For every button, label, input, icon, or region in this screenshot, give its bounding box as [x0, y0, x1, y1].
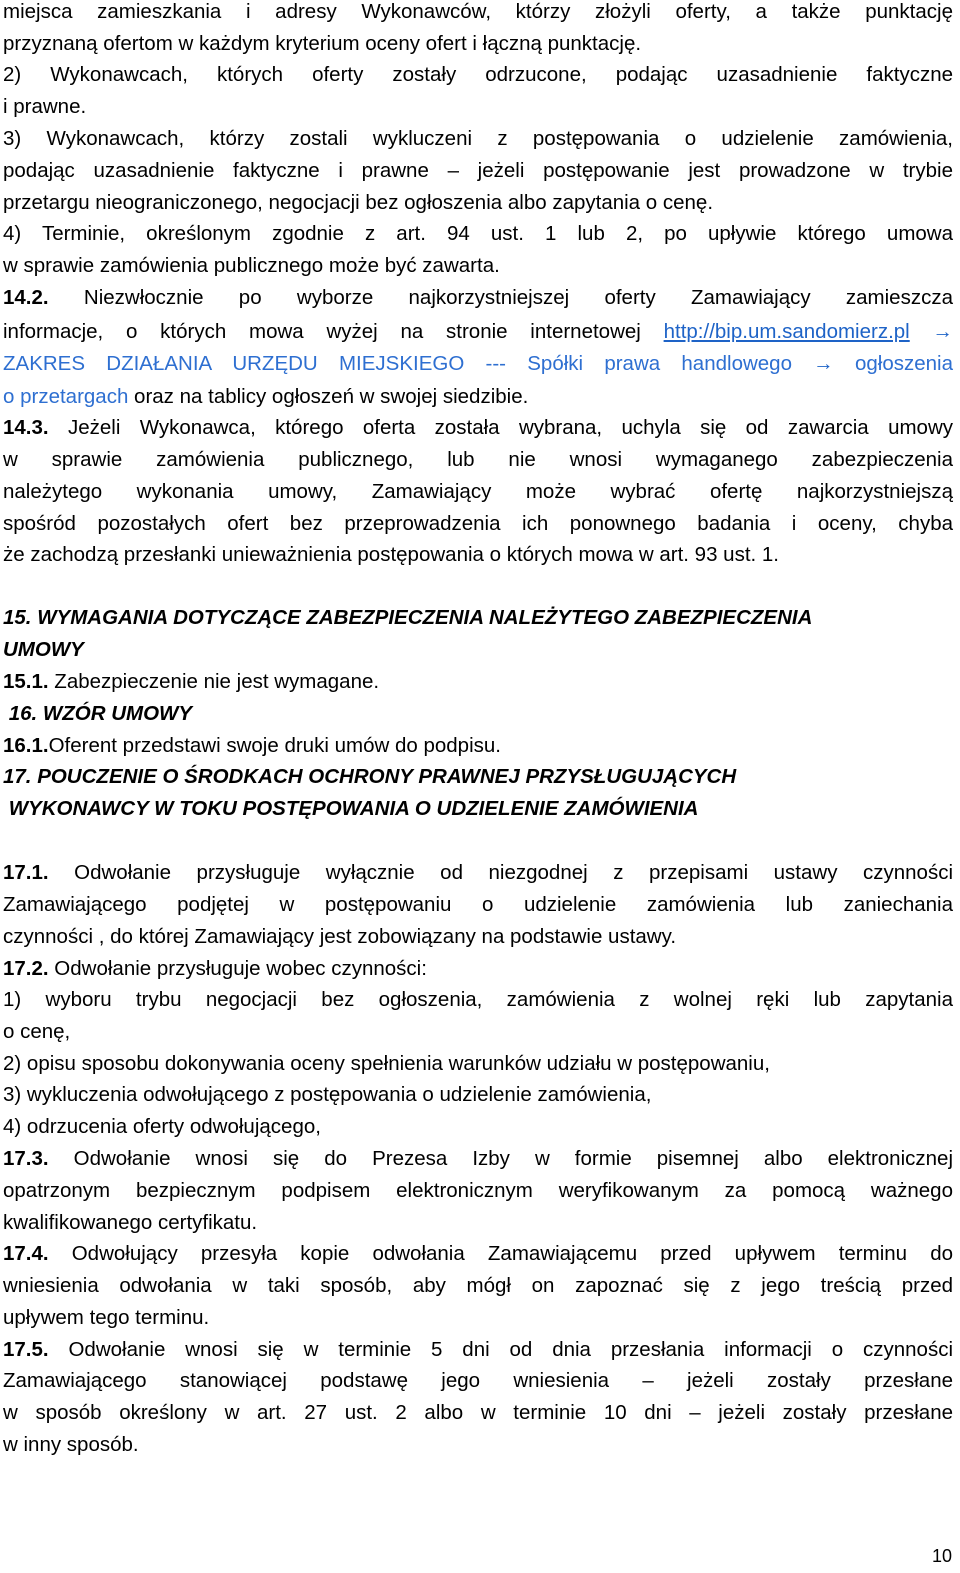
list-item: 1) wyboru trybu negocjacji bez ogłoszenia, zamówienia z wolnej ręki lub zapytania — [3, 988, 953, 1011]
section-heading: UMOWY — [3, 638, 84, 661]
text-line: i prawne. — [3, 95, 87, 118]
section-number: 17.3. — [3, 1147, 49, 1170]
section-16-1-line — [3, 734, 953, 758]
text-span: Zabezpieczenie nie jest wymagane. — [48, 670, 380, 693]
list-item: 3) wykluczenia odwołującego z postępowania o udzielenie zamówienia, — [3, 1083, 652, 1106]
section-14-3-line — [3, 416, 953, 440]
section-number: 14.2. — [3, 286, 49, 309]
text-span: Odwołanie przysługuje wobec czynności: — [48, 957, 427, 980]
section-number: 15.1. — [3, 670, 49, 693]
section-heading: 15. WYMAGANIA DOTYCZĄCE ZABEZPIECZENIA NALEŻYTEGO ZABEZPIECZENIA — [3, 606, 813, 629]
text-line: podając uzasadnienie faktyczne i prawne – jeżeli postępowanie jest prowadzone w trybie — [3, 159, 953, 182]
text-span: Odwołanie przysługuje wyłącznie od niezgodnej z przepisami ustawy czynności — [48, 861, 953, 884]
text-span: Oferent przedstawi swoje druki umów do podpisu. — [48, 734, 501, 757]
bip-link[interactable]: http://bip.um.sandomierz.pl — [663, 320, 910, 343]
text-span: Odwołanie wnosi się do Prezesa Izby w formie pisemnej albo elektronicznej — [48, 1147, 953, 1170]
nav-path-text: o przetargach — [3, 385, 129, 408]
section-15-1-line — [3, 670, 953, 694]
nav-path-text: ZAKRES DZIAŁANIA URZĘDU MIEJSKIEGO --- Spółki prawa handlowego — [3, 352, 792, 375]
text-line: należytego wykonania umowy, Zamawiający może wybrać ofertę najkorzystniejszą — [3, 480, 953, 503]
text-line: w sposób określony w art. 27 ust. 2 albo w terminie 10 dni – jeżeli zostały przesłane — [3, 1401, 953, 1424]
section-heading: WYKONAWCY W TOKU POSTĘPOWANIA O UDZIELENIE ZAMÓWIENIA — [3, 797, 699, 820]
text-line: w sprawie zamówienia publicznego, lub nie wnosi wymaganego zabezpieczenia — [3, 448, 953, 471]
text-line: że zachodzą przesłanki unieważnienia postępowania o których mowa w art. 93 ust. 1. — [3, 543, 780, 566]
section-14-2-line — [3, 352, 953, 376]
text-span: informacje, o których mowa wyżej na stronie internetowej — [3, 320, 664, 343]
list-item: o cenę, — [3, 1020, 71, 1043]
page-number: 10 — [931, 1546, 952, 1566]
section-heading: 16. WZÓR UMOWY — [3, 702, 193, 725]
section-heading: 17. POUCZENIE O ŚRODKACH OCHRONY PRAWNEJ PRZYSŁUGUJĄCYCH — [3, 765, 737, 788]
section-14-2-line — [3, 286, 953, 310]
text-line: przyznaną ofertom w każdym kryterium oceny ofert i łączną punktację. — [3, 32, 642, 55]
section-number: 14.3. — [3, 416, 49, 439]
text-span: Odwołanie wnosi się w terminie 5 dni od dnia przesłania informacji o czynności — [48, 1338, 953, 1361]
section-14-2-line — [3, 385, 953, 409]
nav-path-text: ogłoszenia — [854, 352, 953, 375]
section-14-2-line — [3, 320, 953, 344]
text-line: czynności , do której Zamawiający jest zobowiązany na podstawie ustawy. — [3, 925, 677, 948]
section-17-1-line — [3, 861, 953, 885]
text-line: upływem tego terminu. — [3, 1306, 210, 1329]
text-span: oraz na tablicy ogłoszeń w swojej siedzibie. — [128, 385, 529, 408]
section-number: 17.1. — [3, 861, 49, 884]
text-line: w sprawie zamówienia publicznego może być zawarta. — [3, 254, 500, 277]
section-number: 17.2. — [3, 957, 49, 980]
text-line: w inny sposób. — [3, 1433, 139, 1456]
text-span: Odwołujący przesyła kopie odwołania Zamawiającemu przed upływem terminu do — [48, 1242, 953, 1265]
text-line: 2) Wykonawcach, których oferty zostały odrzucone, podając uzasadnienie faktyczne — [3, 63, 953, 86]
text-line: kwalifikowanego certyfikatu. — [3, 1211, 258, 1234]
section-number: 16.1. — [3, 734, 49, 757]
text-line: Zamawiającego stanowiącej podstawę jego wniesienia – jeżeli zostały przesłane — [3, 1369, 953, 1392]
text-line: 4) Terminie, określonym zgodnie z art. 94 ust. 1 lub 2, po upływie którego umowa — [3, 222, 953, 245]
text-span: Jeżeli Wykonawca, którego oferta została wybrana, uchyla się od zawarcia umowy — [48, 416, 953, 439]
text-line: miejsca zamieszkania i adresy Wykonawców, którzy złożyli oferty, a także punktację — [3, 0, 953, 23]
list-item: 4) odrzucenia oferty odwołującego, — [3, 1115, 321, 1138]
section-17-5-line — [3, 1338, 953, 1362]
text-span: Niezwłocznie po wyborze najkorzystniejszej oferty Zamawiający zamieszcza — [48, 286, 953, 309]
text-line: opatrzonym bezpiecznym podpisem elektronicznym weryfikowanym za pomocą ważnego — [3, 1179, 953, 1202]
list-item: 2) opisu sposobu dokonywania oceny spełnienia warunków udziału w postępowaniu, — [3, 1052, 770, 1075]
section-number: 17.5. — [3, 1338, 49, 1361]
section-17-3-line — [3, 1147, 953, 1171]
text-line: Zamawiającego podjętej w postępowaniu o udzielenie zamówienia lub zaniechania — [3, 893, 953, 916]
right-arrow-icon: → — [909, 320, 953, 343]
text-line: spośród pozostałych ofert bez przeprowadzenia ich ponownego badania i oceny, chyba — [3, 512, 953, 535]
text-line: 3) Wykonawcach, którzy zostali wykluczeni z postępowania o udzielenie zamówienia, — [3, 127, 953, 150]
right-arrow-icon: → — [791, 352, 855, 375]
text-line: przetargu nieograniczonego, negocjacji bez ogłoszenia albo zapytania o cenę. — [3, 191, 714, 214]
section-17-4-line — [3, 1242, 953, 1266]
text-line: wniesienia odwołania w taki sposób, aby mógł on zapoznać się z jego treścią przed — [3, 1274, 953, 1297]
section-number: 17.4. — [3, 1242, 49, 1265]
section-17-2-line — [3, 957, 953, 981]
